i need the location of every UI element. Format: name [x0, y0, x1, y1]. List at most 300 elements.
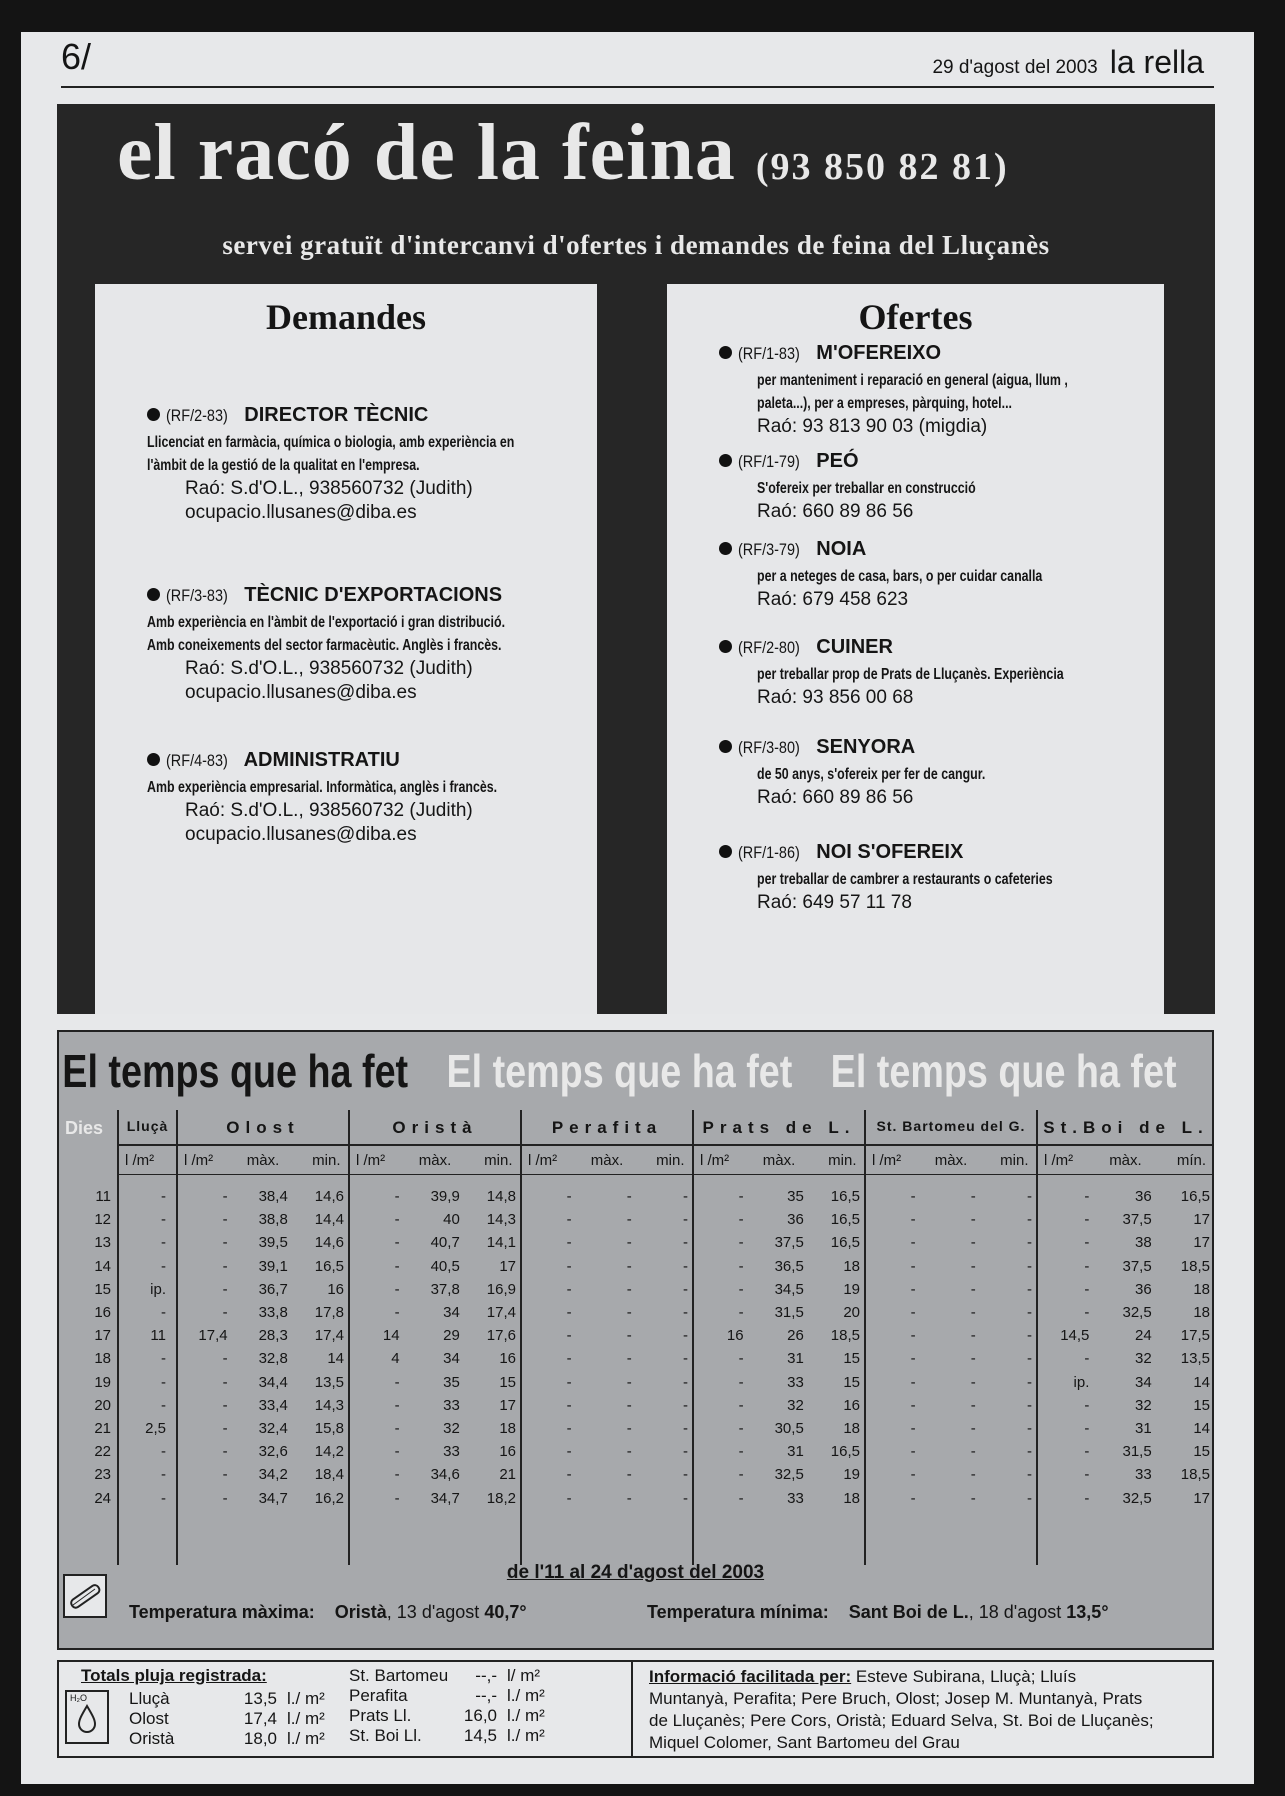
table-cell: 16,5 — [830, 1211, 860, 1229]
table-cell: 4 — [391, 1350, 400, 1368]
oferta-ref: (RF/1-79) — [738, 452, 800, 471]
table-cell: - — [394, 1280, 400, 1298]
demanda-email: ocupacio.llusanes@diba.es — [185, 502, 417, 523]
table-cell: 17,4 — [198, 1327, 228, 1345]
table-cell: - — [970, 1211, 976, 1229]
table-cell: 24 — [1135, 1327, 1152, 1345]
table-cell: 33 — [443, 1443, 460, 1461]
table-cell: - — [626, 1234, 632, 1252]
min-temp-date: , 18 d'agost — [968, 1602, 1062, 1622]
table-cell: 18,4 — [314, 1466, 344, 1484]
table-cell: 31,5 — [1122, 1443, 1152, 1461]
rain-subheader: l /m² — [356, 1152, 386, 1169]
table-cell: - — [394, 1304, 400, 1321]
table-cell: - — [161, 1466, 166, 1484]
table-cell: 40,7 — [430, 1234, 460, 1252]
table-cell: - — [566, 1396, 572, 1414]
table-cell: 16,2 — [314, 1489, 344, 1507]
table-cell: - — [626, 1466, 632, 1484]
table-cell: - — [1027, 1211, 1032, 1229]
table-cell: - — [1027, 1327, 1032, 1345]
table-cell: 17 — [1193, 1489, 1210, 1507]
table-cell: 32,5 — [774, 1466, 804, 1484]
table-cell: 37,5 — [1122, 1211, 1152, 1229]
table-cell: ip. — [1073, 1373, 1090, 1391]
table-cell: - — [222, 1489, 228, 1507]
rain-place: Prats Ll. — [349, 1706, 412, 1725]
bullet-icon — [719, 346, 732, 359]
table-cell: 14,4 — [314, 1211, 344, 1229]
rain-subheader: l /m² — [528, 1152, 558, 1169]
rain-value: --,- — [475, 1686, 497, 1705]
table-cell: 34,2 — [258, 1466, 288, 1484]
station-header: Lluçà — [119, 1110, 176, 1146]
oferta-item — [719, 736, 1159, 810]
table-cell: - — [566, 1420, 572, 1437]
table-cell: - — [566, 1350, 572, 1368]
demanda-ref: (RF/3-83) — [166, 586, 228, 605]
day-number: 19 — [94, 1373, 111, 1391]
thermometer-icon — [63, 1574, 107, 1618]
demanda-heading — [147, 404, 587, 427]
station-header: Perafita — [522, 1110, 692, 1146]
day-number: 18 — [94, 1350, 111, 1368]
table-cell: 15 — [499, 1373, 516, 1391]
table-cell: 14,5 — [1060, 1327, 1090, 1345]
table-cell: 14,1 — [486, 1234, 516, 1252]
table-cell: 18 — [843, 1420, 860, 1437]
rain-value: 18,0 — [243, 1729, 277, 1748]
table-cell: - — [1027, 1304, 1032, 1321]
table-cell: 16,9 — [486, 1280, 516, 1298]
table-cell: 16 — [499, 1350, 516, 1368]
table-cell: - — [910, 1373, 916, 1391]
day-number: 22 — [94, 1443, 111, 1461]
table-cell: 32,4 — [258, 1420, 288, 1437]
table-cell: 14,6 — [314, 1234, 344, 1252]
oferta-name: NOIA — [816, 538, 867, 560]
table-cell: - — [683, 1443, 688, 1461]
table-cell: 18 — [843, 1257, 860, 1275]
table-cell: 39,5 — [258, 1234, 288, 1252]
table-cell: 18,5 — [1180, 1257, 1210, 1275]
bullet-icon — [147, 408, 160, 421]
table-cell: - — [738, 1304, 744, 1321]
demanda-contact: Raó: S.d'O.L., 938560732 (Judith) — [185, 478, 473, 499]
table-cell: 19 — [843, 1280, 860, 1298]
table-cell: - — [1027, 1188, 1032, 1205]
table-cell: 29 — [443, 1327, 460, 1345]
bullet-icon — [719, 640, 732, 653]
water-drop-icon — [65, 1690, 109, 1744]
table-cell: 31 — [1135, 1420, 1152, 1437]
weather-date-range: de l'11 al 24 d'agost del 2003 — [506, 1562, 765, 1583]
table-cell: - — [910, 1304, 916, 1321]
table-cell: - — [738, 1489, 744, 1507]
table-cell: 16,5 — [314, 1257, 344, 1275]
table-cell: 32 — [1135, 1350, 1152, 1368]
day-number: 15 — [94, 1280, 111, 1298]
description-line: de 50 anys, s'ofereix per fer de cangur. — [757, 766, 986, 783]
table-cell: 34 — [443, 1304, 460, 1321]
weather-title-2: El temps que ha fet — [446, 1045, 793, 1097]
table-cell: - — [738, 1466, 744, 1484]
jobs-phone: (93 850 82 81) — [755, 146, 1009, 188]
description-line: Llicenciat en farmàcia, química o biologia, amb experiència en — [147, 434, 515, 451]
oferta-name: NOI S'OFEREIX — [816, 841, 964, 863]
weather-table — [59, 1110, 1212, 1565]
table-cell: 17,5 — [1180, 1327, 1210, 1345]
table-cell: - — [161, 1396, 166, 1414]
table-cell: - — [970, 1396, 976, 1414]
table-cell: 33 — [1135, 1466, 1152, 1484]
table-cell: - — [910, 1350, 916, 1368]
table-cell: 16,5 — [830, 1188, 860, 1205]
table-cell: - — [1084, 1443, 1090, 1461]
day-number: 17 — [94, 1327, 111, 1345]
table-cell: - — [566, 1443, 572, 1461]
table-cell: 15 — [1193, 1396, 1210, 1414]
table-cell: - — [970, 1466, 976, 1484]
table-cell: - — [910, 1257, 916, 1275]
weather-section — [57, 1030, 1214, 1650]
table-cell: 14,8 — [486, 1188, 516, 1205]
table-cell: - — [394, 1443, 400, 1461]
oferta-contact: Raó: 660 89 86 56 — [757, 787, 914, 808]
table-cell: - — [626, 1396, 632, 1414]
table-cell: - — [738, 1350, 744, 1368]
rain-place: Oristà — [129, 1729, 175, 1748]
min-subheader: min. — [656, 1152, 685, 1169]
table-cell: - — [626, 1373, 632, 1391]
table-cell: - — [1027, 1257, 1032, 1275]
paper-name: la rella — [1109, 44, 1204, 80]
table-cell: 28,3 — [258, 1327, 288, 1345]
table-cell: 16,5 — [830, 1443, 860, 1461]
demanda-ref: (RF/2-83) — [166, 406, 228, 425]
oferta-name: SENYORA — [816, 736, 916, 758]
rain-subheader: l /m² — [1044, 1152, 1074, 1169]
table-cell: - — [222, 1466, 228, 1484]
max-subheader: màx. — [1109, 1152, 1142, 1169]
table-cell: - — [970, 1489, 976, 1507]
table-cell: - — [394, 1234, 400, 1252]
table-cell: 32 — [1135, 1396, 1152, 1414]
table-cell: 15 — [843, 1350, 860, 1368]
table-cell: - — [910, 1466, 916, 1484]
oferta-item — [719, 841, 1159, 915]
oferta-name: CUINER — [816, 636, 893, 658]
bullet-icon — [719, 542, 732, 555]
oferta-ref: (RF/1-83) — [738, 344, 800, 363]
oferta-name: PEÓ — [816, 450, 859, 472]
table-cell: - — [1027, 1443, 1032, 1461]
demanda-heading — [147, 749, 587, 772]
table-cell: - — [222, 1280, 228, 1298]
table-cell: - — [683, 1257, 688, 1275]
demanda-contact: Raó: S.d'O.L., 938560732 (Judith) — [185, 800, 473, 821]
table-cell: 34,4 — [258, 1373, 288, 1391]
table-cell: - — [566, 1373, 572, 1391]
oferta-heading — [719, 538, 1159, 561]
table-cell: 18 — [843, 1489, 860, 1507]
table-cell: - — [1084, 1396, 1090, 1414]
oferta-heading — [719, 736, 1159, 759]
table-cell: 37,5 — [1122, 1257, 1152, 1275]
table-cell: 30,5 — [774, 1420, 804, 1437]
table-cell: 38 — [1135, 1234, 1152, 1252]
table-cell: - — [1027, 1396, 1032, 1414]
table-cell: 15 — [1193, 1443, 1210, 1461]
table-cell: 32 — [443, 1420, 460, 1437]
table-cell: 13,5 — [1180, 1350, 1210, 1368]
oferta-item — [719, 538, 1159, 612]
oferta-description — [757, 868, 1197, 891]
bullet-icon — [147, 753, 160, 766]
jobs-title-line — [117, 108, 1217, 199]
newspaper-page — [21, 32, 1254, 1784]
table-cell: 14 — [327, 1350, 344, 1368]
description-line: Amb experiència empresarial. Informàtica, anglès i francès. — [147, 779, 498, 796]
rain-unit: l/ m² — [507, 1666, 541, 1685]
table-cell: 18 — [1193, 1280, 1210, 1298]
oferta-ref: (RF/3-79) — [738, 540, 800, 559]
bullet-icon — [719, 845, 732, 858]
description-line: paleta...), per a empreses, pàrquing, hotel... — [757, 395, 1012, 412]
demanda-name: DIRECTOR TÈCNIC — [244, 404, 429, 426]
table-cell: - — [222, 1211, 228, 1229]
table-cell: 14 — [1193, 1373, 1210, 1391]
table-cell: 14,3 — [486, 1211, 516, 1229]
table-cell: - — [738, 1443, 744, 1461]
table-cell: 40,5 — [430, 1257, 460, 1275]
weather-title-3: El temps que ha fet — [830, 1045, 1177, 1097]
table-cell: 35 — [787, 1188, 804, 1205]
page-header — [932, 44, 1204, 81]
table-cell: - — [222, 1257, 228, 1275]
max-temp-date: , 13 d'agost — [386, 1602, 480, 1622]
table-cell: - — [222, 1188, 228, 1205]
table-cell: - — [566, 1234, 572, 1252]
table-cell: - — [910, 1211, 916, 1229]
max-subheader: màx. — [246, 1152, 280, 1169]
oferta-description — [757, 763, 1197, 786]
table-cell: 32,5 — [1122, 1304, 1152, 1321]
table-cell: - — [1084, 1257, 1090, 1275]
table-cell: 13,5 — [314, 1373, 344, 1391]
demanda-name: ADMINISTRATIU — [243, 749, 400, 771]
demanda-description — [147, 776, 587, 799]
station-header: St.Boi de L. — [1038, 1110, 1214, 1146]
table-cell: - — [1027, 1466, 1032, 1484]
table-cell: - — [683, 1396, 688, 1414]
description-line: Amb coneixements del sector farmacèutic. Anglès i francès. — [147, 637, 502, 654]
table-cell: - — [161, 1373, 166, 1391]
table-cell: - — [161, 1489, 166, 1507]
header-rule — [61, 86, 1214, 88]
demanda-heading — [147, 584, 587, 607]
demanda-name: TÈCNIC D'EXPORTACIONS — [244, 584, 503, 606]
table-cell: - — [566, 1188, 572, 1205]
description-line: per manteniment i reparació en general (aigua, llum , — [757, 372, 1068, 389]
min-temp-label: Temperatura mínima: — [647, 1602, 829, 1622]
rain-place: St. Boi Ll. — [349, 1726, 422, 1745]
table-cell: 18,5 — [830, 1327, 860, 1345]
table-cell: - — [394, 1466, 400, 1484]
dies-label: Dies — [65, 1118, 104, 1138]
oferta-contact: Raó: 93 856 00 68 — [757, 687, 914, 708]
table-cell: - — [683, 1234, 688, 1252]
table-cell: - — [222, 1396, 228, 1414]
oferta-description — [757, 663, 1197, 686]
table-cell: - — [222, 1420, 228, 1437]
table-cell: 2,5 — [145, 1420, 166, 1437]
info-title: Informació facilitada per: — [649, 1667, 852, 1686]
table-cell: - — [683, 1489, 688, 1507]
table-cell: - — [626, 1489, 632, 1507]
table-cell: 16 — [499, 1443, 516, 1461]
h2o-label: H₂O — [70, 1693, 87, 1703]
table-cell: - — [1084, 1420, 1090, 1437]
table-cell: 34 — [1135, 1373, 1152, 1391]
rain-place: Perafita — [349, 1686, 408, 1705]
table-cell: - — [1027, 1489, 1032, 1507]
table-cell: 16,5 — [1180, 1188, 1210, 1205]
table-cell: 34,5 — [774, 1280, 804, 1298]
subheader-rule — [117, 1174, 1212, 1175]
weather-footer — [57, 1660, 1214, 1758]
rain-place: Lluçà — [129, 1689, 170, 1708]
table-cell: - — [683, 1327, 688, 1345]
demanda-description — [147, 611, 587, 657]
table-cell: 31 — [787, 1443, 804, 1461]
table-cell: 31,5 — [774, 1304, 804, 1321]
table-cell: - — [394, 1257, 400, 1275]
rain-place: St. Bartomeu — [349, 1666, 449, 1685]
table-cell: - — [683, 1211, 688, 1229]
rain-unit: l./ m² — [507, 1686, 545, 1705]
jobs-title: el racó de la feina — [117, 109, 736, 197]
table-cell: - — [566, 1327, 572, 1345]
day-number: 14 — [94, 1257, 111, 1275]
table-cell: 19 — [843, 1466, 860, 1484]
table-cell: - — [1027, 1373, 1032, 1391]
table-cell: - — [626, 1304, 632, 1321]
oferta-item — [719, 450, 1159, 524]
table-cell: 38,4 — [258, 1188, 288, 1205]
rain-unit: l./ m² — [287, 1689, 325, 1708]
table-cell: 36 — [787, 1211, 804, 1229]
table-cell: - — [683, 1420, 688, 1437]
station-header: Olost — [178, 1110, 348, 1146]
table-cell: - — [626, 1350, 632, 1368]
table-cell: 36,7 — [258, 1280, 288, 1298]
table-cell: - — [910, 1234, 916, 1252]
table-cell: - — [222, 1373, 228, 1391]
day-number: 13 — [94, 1234, 111, 1252]
max-temp-line — [129, 1602, 527, 1623]
table-cell: - — [161, 1188, 166, 1205]
table-cell: - — [910, 1327, 916, 1345]
bullet-icon — [147, 588, 160, 601]
table-cell: - — [910, 1489, 916, 1507]
table-cell: - — [222, 1234, 228, 1252]
table-cell: - — [626, 1211, 632, 1229]
table-cell: - — [738, 1420, 744, 1437]
rain-value: 17,4 — [243, 1709, 277, 1728]
table-cell: - — [566, 1257, 572, 1275]
rain-unit: l./ m² — [507, 1706, 545, 1725]
description-line: Amb experiència en l'àmbit de l'exportació i gran distribució. — [147, 614, 506, 631]
description-line: S'ofereix per treballar en construcció — [757, 480, 976, 497]
min-subheader: min. — [1000, 1152, 1029, 1169]
table-cell: 35 — [443, 1373, 460, 1391]
table-cell: - — [738, 1257, 744, 1275]
table-cell: - — [566, 1489, 572, 1507]
table-cell: 14 — [1193, 1420, 1210, 1437]
demanda-item — [147, 749, 587, 847]
table-cell: 14,6 — [314, 1188, 344, 1205]
table-cell: 17 — [499, 1396, 516, 1414]
oferta-contact: Raó: 679 458 623 — [757, 589, 909, 610]
table-cell: 32,8 — [258, 1350, 288, 1368]
table-cell: 17 — [499, 1257, 516, 1275]
table-cell: 11 — [150, 1327, 166, 1345]
bullet-icon — [719, 740, 732, 753]
demanda-ref: (RF/4-83) — [166, 751, 228, 770]
oferta-heading — [719, 841, 1159, 864]
table-cell: - — [970, 1373, 976, 1391]
table-cell: 36,5 — [774, 1257, 804, 1275]
oferta-heading — [719, 450, 1159, 473]
oferta-name: M'OFEREIXO — [816, 342, 942, 364]
max-temp-value: 40,7° — [484, 1602, 527, 1622]
demandes-box — [95, 284, 597, 1014]
table-cell: - — [161, 1304, 166, 1321]
page-number: 6/ — [61, 36, 92, 77]
table-cell: - — [566, 1466, 572, 1484]
table-cell: - — [161, 1257, 166, 1275]
rain-totals-title: Totals pluja registrada: — [81, 1666, 267, 1685]
demanda-item — [147, 584, 587, 705]
table-cell: - — [161, 1211, 166, 1229]
description-line: per treballar prop de Prats de Lluçanès. Experiència — [757, 666, 1064, 683]
table-cell: - — [394, 1396, 400, 1414]
table-cell: - — [910, 1443, 916, 1461]
table-cell: 20 — [843, 1304, 860, 1321]
info-credits — [649, 1666, 1204, 1754]
rain-value: 14,5 — [463, 1726, 497, 1745]
rain-subheader: l /m² — [125, 1152, 155, 1169]
table-cell: - — [738, 1396, 744, 1414]
rain-subheader: l /m² — [872, 1152, 902, 1169]
table-cell: - — [738, 1211, 744, 1229]
table-cell: - — [626, 1188, 632, 1205]
day-number: 11 — [95, 1188, 111, 1205]
table-cell: 17 — [1193, 1234, 1210, 1252]
max-subheader: màx. — [934, 1152, 968, 1169]
table-cell: ip. — [150, 1280, 166, 1298]
station-header: Prats de L. — [694, 1110, 864, 1146]
min-temp-line — [647, 1602, 1109, 1623]
table-cell: - — [626, 1257, 632, 1275]
day-number: 20 — [94, 1396, 111, 1414]
info-line-2: Muntanyà, Perafita; Pere Bruch, Olost; Josep M. Muntanyà, Prats — [649, 1689, 1143, 1708]
table-cell: - — [394, 1373, 400, 1391]
oferta-item — [719, 342, 1159, 439]
table-cell: - — [738, 1188, 744, 1205]
table-cell: - — [222, 1304, 228, 1321]
